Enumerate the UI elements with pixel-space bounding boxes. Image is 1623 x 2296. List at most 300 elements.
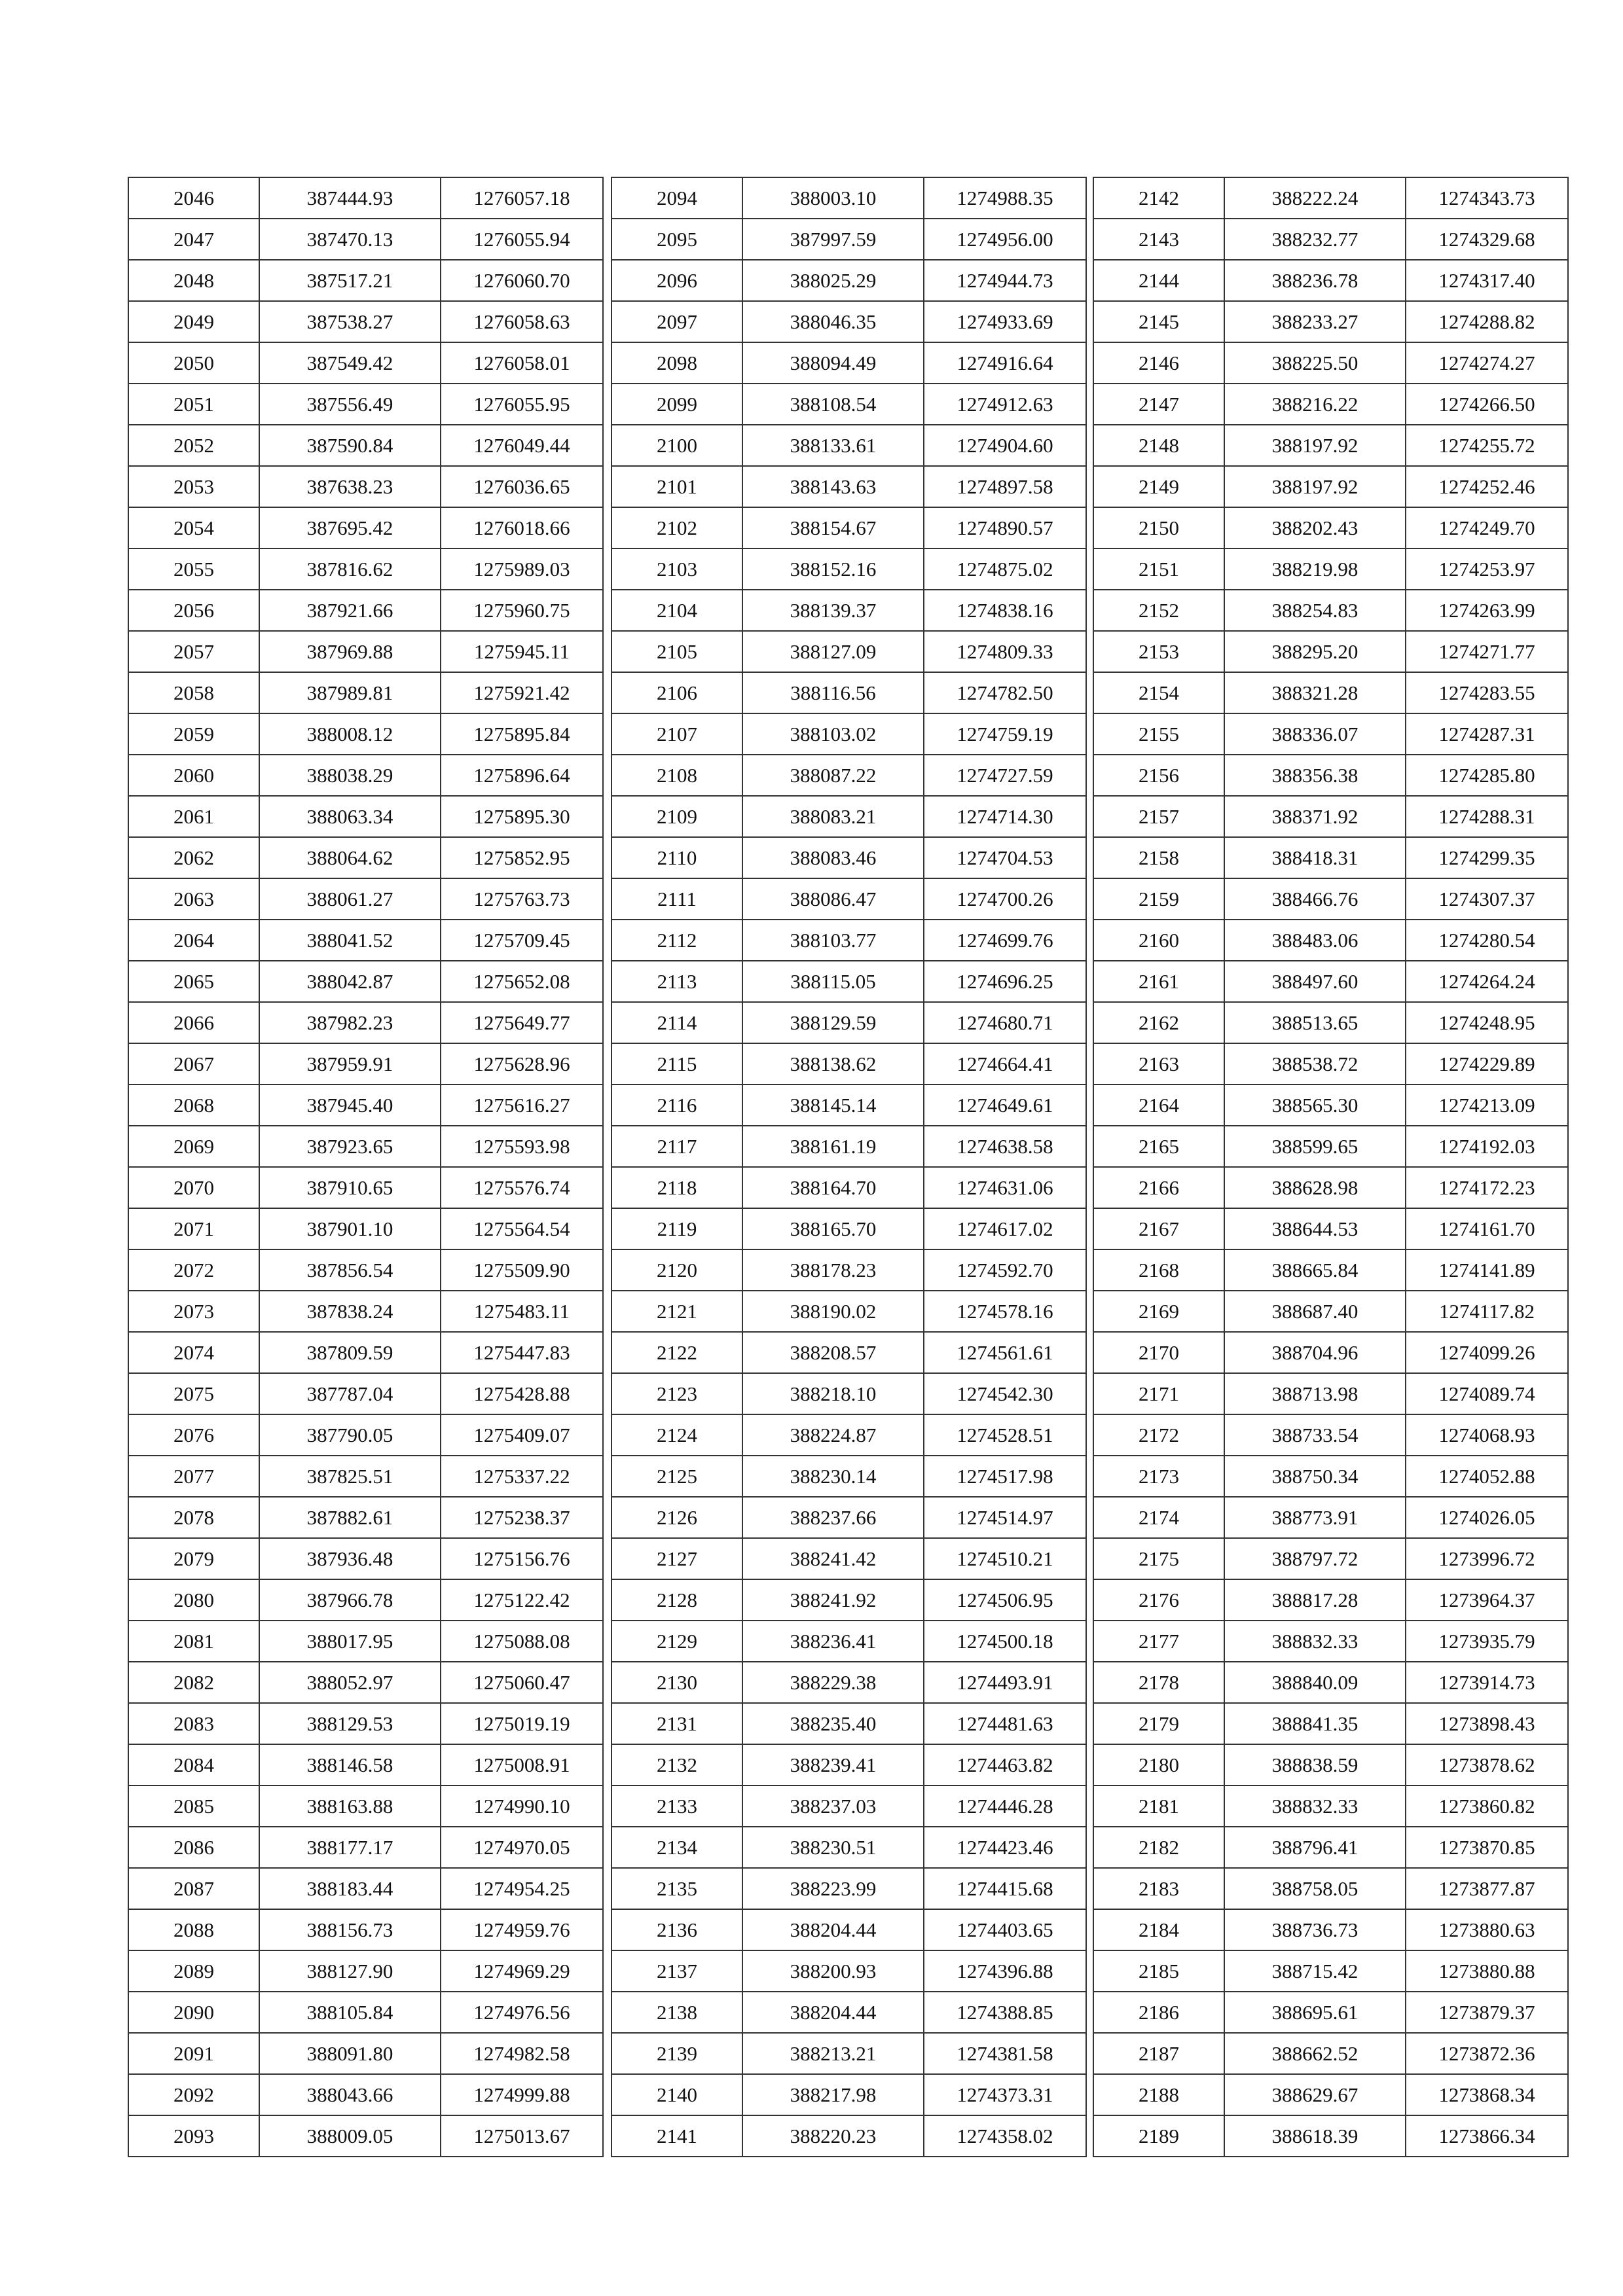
x-coordinate-cell: 388064.62 — [259, 837, 441, 878]
x-coordinate-cell: 388236.41 — [742, 1621, 924, 1662]
y-coordinate-cell: 1274099.26 — [1406, 1332, 1568, 1373]
table-row — [1093, 1868, 1568, 1909]
point-number-cell: 2073 — [128, 1291, 259, 1332]
y-coordinate-cell: 1274264.24 — [1406, 961, 1568, 1002]
point-number-cell: 2050 — [128, 342, 259, 384]
y-coordinate-cell: 1274944.73 — [924, 260, 1086, 301]
table-row — [1093, 755, 1568, 796]
y-coordinate-cell: 1274890.57 — [924, 507, 1086, 548]
point-number-cell: 2184 — [1093, 1909, 1224, 1950]
table-row — [128, 2074, 603, 2115]
y-coordinate-cell: 1275649.77 — [441, 1002, 603, 1043]
y-coordinate-cell: 1274403.65 — [924, 1909, 1086, 1950]
table-row — [128, 878, 603, 920]
y-coordinate-cell: 1274782.50 — [924, 672, 1086, 713]
x-coordinate-cell: 388229.38 — [742, 1662, 924, 1703]
x-coordinate-cell: 387517.21 — [259, 260, 441, 301]
x-coordinate-cell: 388796.41 — [1224, 1827, 1406, 1868]
y-coordinate-cell: 1273914.73 — [1406, 1662, 1568, 1703]
y-coordinate-cell: 1274274.27 — [1406, 342, 1568, 384]
table-row — [1093, 1621, 1568, 1662]
table-row — [611, 1456, 1086, 1497]
point-number-cell: 2178 — [1093, 1662, 1224, 1703]
x-coordinate-cell: 388139.37 — [742, 590, 924, 631]
table-row — [1093, 1579, 1568, 1621]
point-number-cell: 2117 — [611, 1126, 742, 1167]
point-number-cell: 2051 — [128, 384, 259, 425]
y-coordinate-cell: 1274699.76 — [924, 920, 1086, 961]
point-number-cell: 2185 — [1093, 1950, 1224, 1992]
y-coordinate-cell: 1276055.95 — [441, 384, 603, 425]
y-coordinate-cell: 1274249.70 — [1406, 507, 1568, 548]
x-coordinate-cell: 388046.35 — [742, 301, 924, 342]
y-coordinate-cell: 1275008.91 — [441, 1744, 603, 1785]
table-row — [1093, 2033, 1568, 2074]
table-row — [611, 1827, 1086, 1868]
y-coordinate-cell: 1275896.64 — [441, 755, 603, 796]
point-number-cell: 2166 — [1093, 1167, 1224, 1208]
x-coordinate-cell: 388241.42 — [742, 1538, 924, 1579]
y-coordinate-cell: 1274446.28 — [924, 1785, 1086, 1827]
point-number-cell: 2149 — [1093, 466, 1224, 507]
y-coordinate-cell: 1274500.18 — [924, 1621, 1086, 1662]
table-row — [1093, 301, 1568, 342]
table-row — [128, 1249, 603, 1291]
y-coordinate-cell: 1275989.03 — [441, 548, 603, 590]
point-number-cell: 2101 — [611, 466, 742, 507]
y-coordinate-cell: 1274875.02 — [924, 548, 1086, 590]
y-coordinate-cell: 1274649.61 — [924, 1085, 1086, 1126]
table-row — [128, 507, 603, 548]
x-coordinate-cell: 388713.98 — [1224, 1373, 1406, 1414]
y-coordinate-cell: 1276018.66 — [441, 507, 603, 548]
point-number-cell: 2058 — [128, 672, 259, 713]
point-number-cell: 2175 — [1093, 1538, 1224, 1579]
point-number-cell: 2176 — [1093, 1579, 1224, 1621]
y-coordinate-cell: 1274052.88 — [1406, 1456, 1568, 1497]
y-coordinate-cell: 1275628.96 — [441, 1043, 603, 1085]
x-coordinate-cell: 388841.35 — [1224, 1703, 1406, 1744]
table-row — [1093, 1538, 1568, 1579]
point-number-cell: 2160 — [1093, 920, 1224, 961]
table-row — [611, 1208, 1086, 1249]
y-coordinate-cell: 1273872.36 — [1406, 2033, 1568, 2074]
point-number-cell: 2151 — [1093, 548, 1224, 590]
y-coordinate-cell: 1274117.82 — [1406, 1291, 1568, 1332]
table-row — [611, 1703, 1086, 1744]
point-number-cell: 2111 — [611, 878, 742, 920]
table-row — [611, 548, 1086, 590]
y-coordinate-cell: 1274317.40 — [1406, 260, 1568, 301]
point-number-cell: 2110 — [611, 837, 742, 878]
y-coordinate-cell: 1274381.58 — [924, 2033, 1086, 2074]
table-row — [128, 1002, 603, 1043]
point-number-cell: 2060 — [128, 755, 259, 796]
y-coordinate-cell: 1274161.70 — [1406, 1208, 1568, 1249]
point-number-cell: 2139 — [611, 2033, 742, 2074]
point-number-cell: 2157 — [1093, 796, 1224, 837]
y-coordinate-cell: 1274916.64 — [924, 342, 1086, 384]
point-number-cell: 2048 — [128, 260, 259, 301]
point-number-cell: 2142 — [1093, 177, 1224, 219]
x-coordinate-cell: 388161.19 — [742, 1126, 924, 1167]
table-row — [128, 260, 603, 301]
x-coordinate-cell: 387638.23 — [259, 466, 441, 507]
point-number-cell: 2052 — [128, 425, 259, 466]
table-row — [1093, 1002, 1568, 1043]
y-coordinate-cell: 1274959.76 — [441, 1909, 603, 1950]
table-row — [1093, 1085, 1568, 1126]
y-coordinate-cell: 1274358.02 — [924, 2115, 1086, 2157]
y-coordinate-cell: 1274285.80 — [1406, 755, 1568, 796]
x-coordinate-cell: 387470.13 — [259, 219, 441, 260]
table-row — [128, 755, 603, 796]
x-coordinate-cell: 388599.65 — [1224, 1126, 1406, 1167]
x-coordinate-cell: 387982.23 — [259, 1002, 441, 1043]
point-number-cell: 2097 — [611, 301, 742, 342]
point-number-cell: 2065 — [128, 961, 259, 1002]
point-number-cell: 2161 — [1093, 961, 1224, 1002]
point-number-cell: 2096 — [611, 260, 742, 301]
y-coordinate-cell: 1274578.16 — [924, 1291, 1086, 1332]
x-coordinate-cell: 388086.47 — [742, 878, 924, 920]
table-row — [611, 1621, 1086, 1662]
table-row — [1093, 920, 1568, 961]
point-number-cell: 2103 — [611, 548, 742, 590]
point-number-cell: 2158 — [1093, 837, 1224, 878]
point-number-cell: 2106 — [611, 672, 742, 713]
y-coordinate-cell: 1273877.87 — [1406, 1868, 1568, 1909]
x-coordinate-cell: 388233.27 — [1224, 301, 1406, 342]
x-coordinate-cell: 388483.06 — [1224, 920, 1406, 961]
x-coordinate-cell: 388687.40 — [1224, 1291, 1406, 1332]
point-number-cell: 2112 — [611, 920, 742, 961]
y-coordinate-cell: 1273870.85 — [1406, 1827, 1568, 1868]
table-row — [1093, 219, 1568, 260]
y-coordinate-cell: 1275709.45 — [441, 920, 603, 961]
point-number-cell: 2093 — [128, 2115, 259, 2157]
y-coordinate-cell: 1274809.33 — [924, 631, 1086, 672]
y-coordinate-cell: 1274933.69 — [924, 301, 1086, 342]
y-coordinate-cell: 1274664.41 — [924, 1043, 1086, 1085]
x-coordinate-cell: 387444.93 — [259, 177, 441, 219]
point-number-cell: 2095 — [611, 219, 742, 260]
table-row — [128, 1621, 603, 1662]
x-coordinate-cell: 388052.97 — [259, 1662, 441, 1703]
table-row — [128, 548, 603, 590]
y-coordinate-cell: 1274988.35 — [924, 177, 1086, 219]
point-number-cell: 2100 — [611, 425, 742, 466]
x-coordinate-cell: 387809.59 — [259, 1332, 441, 1373]
x-coordinate-cell: 387936.48 — [259, 1538, 441, 1579]
y-coordinate-cell: 1274481.63 — [924, 1703, 1086, 1744]
y-coordinate-cell: 1275895.30 — [441, 796, 603, 837]
point-number-cell: 2062 — [128, 837, 259, 878]
table-row — [1093, 1662, 1568, 1703]
table-row — [1093, 177, 1568, 219]
x-coordinate-cell: 387816.62 — [259, 548, 441, 590]
table-row — [128, 1579, 603, 1621]
x-coordinate-cell: 388644.53 — [1224, 1208, 1406, 1249]
table-row — [128, 466, 603, 507]
point-number-cell: 2047 — [128, 219, 259, 260]
x-coordinate-cell: 387590.84 — [259, 425, 441, 466]
x-coordinate-cell: 387825.51 — [259, 1456, 441, 1497]
x-coordinate-cell: 388105.84 — [259, 1992, 441, 2033]
point-number-cell: 2102 — [611, 507, 742, 548]
table-row — [611, 1249, 1086, 1291]
x-coordinate-cell: 388629.67 — [1224, 2074, 1406, 2115]
table-row — [128, 837, 603, 878]
point-number-cell: 2078 — [128, 1497, 259, 1538]
y-coordinate-cell: 1274956.00 — [924, 219, 1086, 260]
x-coordinate-cell: 388295.20 — [1224, 631, 1406, 672]
x-coordinate-cell: 388138.62 — [742, 1043, 924, 1085]
x-coordinate-cell: 388230.51 — [742, 1827, 924, 1868]
y-coordinate-cell: 1274982.58 — [441, 2033, 603, 2074]
point-number-cell: 2143 — [1093, 219, 1224, 260]
y-coordinate-cell: 1274638.58 — [924, 1126, 1086, 1167]
x-coordinate-cell: 388466.76 — [1224, 878, 1406, 920]
table-row — [1093, 425, 1568, 466]
table-row — [611, 1002, 1086, 1043]
x-coordinate-cell: 388758.05 — [1224, 1868, 1406, 1909]
x-coordinate-cell: 388133.61 — [742, 425, 924, 466]
y-coordinate-cell: 1274248.95 — [1406, 1002, 1568, 1043]
x-coordinate-cell: 388418.31 — [1224, 837, 1406, 878]
table-row — [611, 713, 1086, 755]
x-coordinate-cell: 388103.02 — [742, 713, 924, 755]
point-number-cell: 2094 — [611, 177, 742, 219]
point-number-cell: 2059 — [128, 713, 259, 755]
table-row — [128, 631, 603, 672]
y-coordinate-cell: 1274283.55 — [1406, 672, 1568, 713]
y-coordinate-cell: 1274229.89 — [1406, 1043, 1568, 1085]
x-coordinate-cell: 388154.67 — [742, 507, 924, 548]
table-row — [611, 1373, 1086, 1414]
x-coordinate-cell: 388177.17 — [259, 1827, 441, 1868]
x-coordinate-cell: 387538.27 — [259, 301, 441, 342]
y-coordinate-cell: 1274396.88 — [924, 1950, 1086, 1992]
point-number-cell: 2154 — [1093, 672, 1224, 713]
table-row — [611, 1414, 1086, 1456]
y-coordinate-cell: 1273879.37 — [1406, 1992, 1568, 2033]
point-number-cell: 2169 — [1093, 1291, 1224, 1332]
point-number-cell: 2083 — [128, 1703, 259, 1744]
y-coordinate-cell: 1274288.31 — [1406, 796, 1568, 837]
table-row — [128, 1497, 603, 1538]
y-coordinate-cell: 1275509.90 — [441, 1249, 603, 1291]
table-row — [611, 755, 1086, 796]
y-coordinate-cell: 1274388.85 — [924, 1992, 1086, 2033]
table-row — [1093, 1332, 1568, 1373]
table-row — [611, 342, 1086, 384]
y-coordinate-cell: 1274592.70 — [924, 1249, 1086, 1291]
table-row — [1093, 631, 1568, 672]
point-number-cell: 2148 — [1093, 425, 1224, 466]
table-row — [611, 466, 1086, 507]
table-row — [128, 425, 603, 466]
table-row — [611, 590, 1086, 631]
table-row — [611, 1126, 1086, 1167]
table-row — [1093, 342, 1568, 384]
x-coordinate-cell: 387856.54 — [259, 1249, 441, 1291]
point-number-cell: 2107 — [611, 713, 742, 755]
point-number-cell: 2091 — [128, 2033, 259, 2074]
point-number-cell: 2168 — [1093, 1249, 1224, 1291]
y-coordinate-cell: 1275019.19 — [441, 1703, 603, 1744]
y-coordinate-cell: 1274329.68 — [1406, 219, 1568, 260]
y-coordinate-cell: 1274510.21 — [924, 1538, 1086, 1579]
point-number-cell: 2089 — [128, 1950, 259, 1992]
point-number-cell: 2087 — [128, 1868, 259, 1909]
table-row — [611, 1085, 1086, 1126]
table-row — [611, 1662, 1086, 1703]
table-row — [611, 878, 1086, 920]
y-coordinate-cell: 1274287.31 — [1406, 713, 1568, 755]
y-coordinate-cell: 1274990.10 — [441, 1785, 603, 1827]
table-row — [1093, 1909, 1568, 1950]
x-coordinate-cell: 388041.52 — [259, 920, 441, 961]
point-number-cell: 2140 — [611, 2074, 742, 2115]
point-number-cell: 2170 — [1093, 1332, 1224, 1373]
y-coordinate-cell: 1274172.23 — [1406, 1167, 1568, 1208]
table-row — [128, 1414, 603, 1456]
x-coordinate-cell: 387959.91 — [259, 1043, 441, 1085]
table-row — [1093, 1456, 1568, 1497]
x-coordinate-cell: 387790.05 — [259, 1414, 441, 1456]
point-number-cell: 2067 — [128, 1043, 259, 1085]
table-row — [1093, 1414, 1568, 1456]
y-coordinate-cell: 1274288.82 — [1406, 301, 1568, 342]
y-coordinate-cell: 1274727.59 — [924, 755, 1086, 796]
table-row — [128, 1043, 603, 1085]
x-coordinate-cell: 388321.28 — [1224, 672, 1406, 713]
x-coordinate-cell: 388003.10 — [742, 177, 924, 219]
table-row — [611, 1332, 1086, 1373]
y-coordinate-cell: 1274506.95 — [924, 1579, 1086, 1621]
x-coordinate-cell: 388202.43 — [1224, 507, 1406, 548]
x-coordinate-cell: 388733.54 — [1224, 1414, 1406, 1456]
x-coordinate-cell: 388224.87 — [742, 1414, 924, 1456]
point-number-cell: 2072 — [128, 1249, 259, 1291]
table-row — [128, 342, 603, 384]
y-coordinate-cell: 1274307.37 — [1406, 878, 1568, 920]
point-number-cell: 2141 — [611, 2115, 742, 2157]
table-row — [128, 301, 603, 342]
x-coordinate-cell: 388200.93 — [742, 1950, 924, 1992]
x-coordinate-cell: 388832.33 — [1224, 1621, 1406, 1662]
y-coordinate-cell: 1274192.03 — [1406, 1126, 1568, 1167]
point-number-cell: 2070 — [128, 1167, 259, 1208]
x-coordinate-cell: 388618.39 — [1224, 2115, 1406, 2157]
table-row — [611, 177, 1086, 219]
point-number-cell: 2122 — [611, 1332, 742, 1373]
point-number-cell: 2074 — [128, 1332, 259, 1373]
point-number-cell: 2131 — [611, 1703, 742, 1744]
point-number-cell: 2126 — [611, 1497, 742, 1538]
point-number-cell: 2054 — [128, 507, 259, 548]
x-coordinate-cell: 388239.41 — [742, 1744, 924, 1785]
y-coordinate-cell: 1275593.98 — [441, 1126, 603, 1167]
point-number-cell: 2136 — [611, 1909, 742, 1950]
y-coordinate-cell: 1275483.11 — [441, 1291, 603, 1332]
x-coordinate-cell: 388838.59 — [1224, 1744, 1406, 1785]
table-row — [128, 920, 603, 961]
x-coordinate-cell: 388116.56 — [742, 672, 924, 713]
x-coordinate-cell: 388223.99 — [742, 1868, 924, 1909]
x-coordinate-cell: 388662.52 — [1224, 2033, 1406, 2074]
y-coordinate-cell: 1276060.70 — [441, 260, 603, 301]
table-row — [611, 2033, 1086, 2074]
x-coordinate-cell: 388216.22 — [1224, 384, 1406, 425]
point-number-cell: 2090 — [128, 1992, 259, 2033]
point-number-cell: 2153 — [1093, 631, 1224, 672]
point-number-cell: 2155 — [1093, 713, 1224, 755]
x-coordinate-cell: 388190.02 — [742, 1291, 924, 1332]
point-number-cell: 2063 — [128, 878, 259, 920]
table-row — [1093, 1785, 1568, 1827]
x-coordinate-cell: 388750.34 — [1224, 1456, 1406, 1497]
table-row — [611, 301, 1086, 342]
point-number-cell: 2098 — [611, 342, 742, 384]
x-coordinate-cell: 388371.92 — [1224, 796, 1406, 837]
table-row — [128, 177, 603, 219]
table-row — [611, 837, 1086, 878]
table-row — [128, 713, 603, 755]
y-coordinate-cell: 1275763.73 — [441, 878, 603, 920]
point-number-cell: 2147 — [1093, 384, 1224, 425]
y-coordinate-cell: 1274253.97 — [1406, 548, 1568, 590]
point-number-cell: 2165 — [1093, 1126, 1224, 1167]
point-number-cell: 2129 — [611, 1621, 742, 1662]
x-coordinate-cell: 388218.10 — [742, 1373, 924, 1414]
point-number-cell: 2099 — [611, 384, 742, 425]
x-coordinate-cell: 388017.95 — [259, 1621, 441, 1662]
point-number-cell: 2174 — [1093, 1497, 1224, 1538]
y-coordinate-cell: 1274714.30 — [924, 796, 1086, 837]
table-row — [128, 1167, 603, 1208]
point-number-cell: 2061 — [128, 796, 259, 837]
table-row — [1093, 1126, 1568, 1167]
point-number-cell: 2076 — [128, 1414, 259, 1456]
y-coordinate-cell: 1276058.63 — [441, 301, 603, 342]
x-coordinate-cell: 388197.92 — [1224, 466, 1406, 507]
table-row — [1093, 384, 1568, 425]
coordinate-table-3 — [1093, 177, 1569, 2157]
point-number-cell: 2118 — [611, 1167, 742, 1208]
y-coordinate-cell: 1273878.62 — [1406, 1744, 1568, 1785]
table-row — [1093, 507, 1568, 548]
point-number-cell: 2082 — [128, 1662, 259, 1703]
table-row — [611, 260, 1086, 301]
x-coordinate-cell: 388237.03 — [742, 1785, 924, 1827]
x-coordinate-cell: 387549.42 — [259, 342, 441, 384]
table-row — [128, 590, 603, 631]
point-number-cell: 2128 — [611, 1579, 742, 1621]
point-number-cell: 2150 — [1093, 507, 1224, 548]
x-coordinate-cell: 387901.10 — [259, 1208, 441, 1249]
table-row — [611, 1950, 1086, 1992]
x-coordinate-cell: 388008.12 — [259, 713, 441, 755]
table-row — [1093, 961, 1568, 1002]
point-number-cell: 2104 — [611, 590, 742, 631]
point-number-cell: 2114 — [611, 1002, 742, 1043]
table-row — [128, 2033, 603, 2074]
x-coordinate-cell: 388152.16 — [742, 548, 924, 590]
table-row — [128, 1703, 603, 1744]
y-coordinate-cell: 1273880.88 — [1406, 1950, 1568, 1992]
